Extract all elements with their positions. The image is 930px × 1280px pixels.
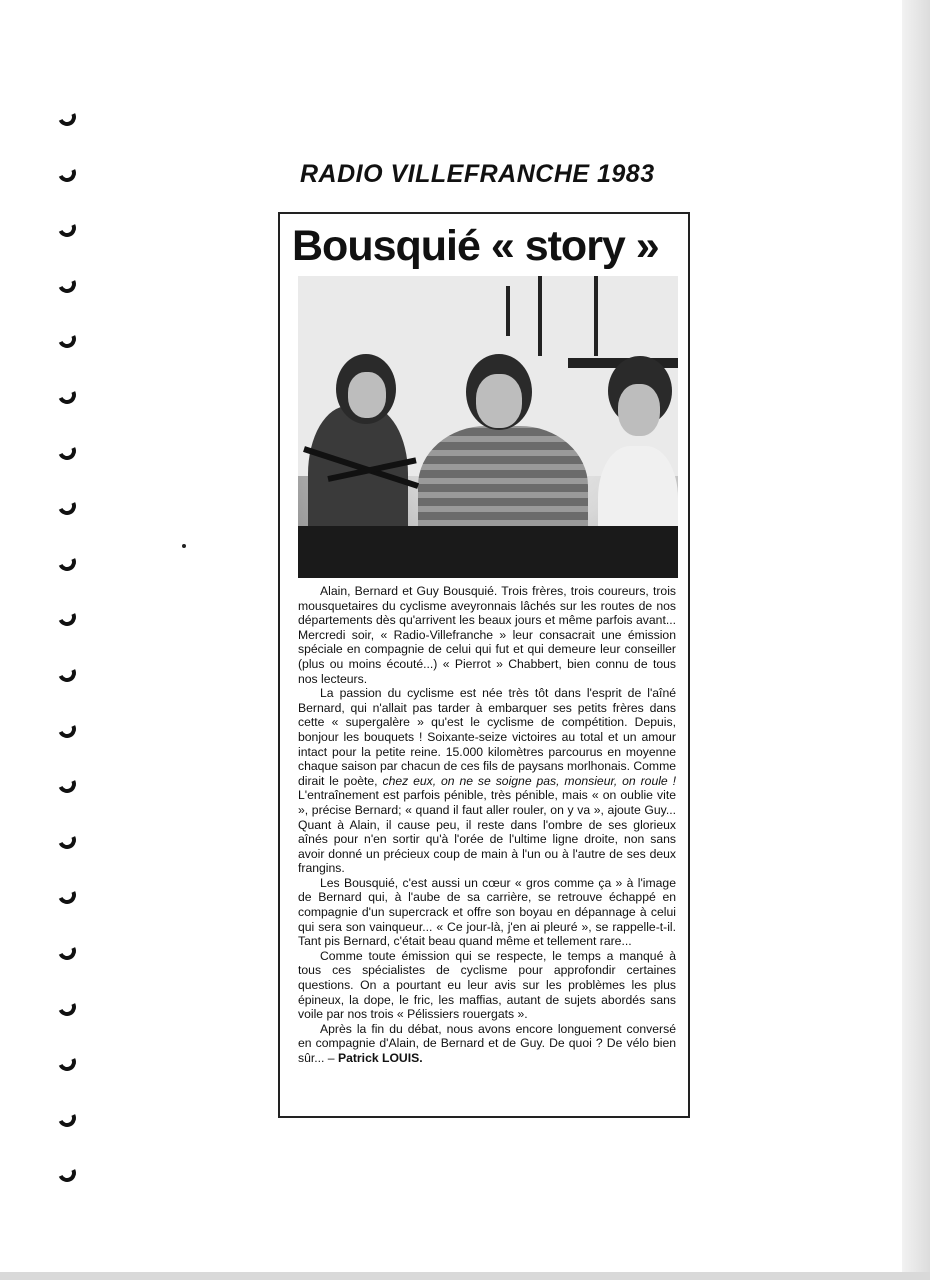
article-text: Après la fin du débat, nous avons encore longuement conversé en compagnie d'Alain, de Bernard et de Guy. De quoi ? De vélo bien sûr... – — [298, 1021, 676, 1065]
page-edge — [902, 0, 930, 1280]
article-quote: chez eux, on ne se soigne pas, monsieur, on roule ! — [382, 773, 676, 788]
photo-person-left-face — [348, 372, 386, 418]
binder-hole — [55, 439, 78, 462]
binder-hole — [55, 661, 78, 684]
page-title: RADIO VILLEFRANCHE 1983 — [300, 160, 655, 188]
article-paragraph: Les Bousquié, c'est aussi un cœur « gros comme ça » à l'image de Bernard qui, à l'aube de sa carrière, se retrouve échappé en compagnie d'un supercrack et offre son boyau en dépannage à celui qui sera son vainqueur... « Ce jour-là, j'en ai pleuré », se rappelle-t-il. Tant pis Bernard, c'était beau quand même et tellement rare... — [298, 875, 676, 949]
binder-hole — [55, 328, 78, 351]
scan-speck — [182, 544, 186, 548]
article-headline: Bousquié « story » — [292, 222, 659, 270]
binder-hole — [55, 884, 78, 907]
article-text: L'entraînement est parfois pénible, très pénible, mais « on oublie vite », précise Bernard; « quand il faut aller rouler, on y va », ajoute Guy... Quant à Alain, il cause peu, il reste dans l'ombre de ses glorieux aînés pour n'en sortir qu'à l'orée de l'ultime ligne droite, non sans avoir donné un précieux coup de main à l'un ou à l'autre de ses deux frangins. — [298, 788, 676, 876]
binder-hole — [55, 717, 78, 740]
binder-hole — [55, 1051, 78, 1074]
binder-hole — [55, 773, 78, 796]
binder-hole — [55, 995, 78, 1018]
binder-holes — [58, 108, 84, 1220]
article-photo — [298, 276, 678, 578]
binder-hole — [55, 105, 78, 128]
article-body — [298, 584, 676, 1066]
article-text: La passion du cyclisme est née très tôt dans l'esprit de l'aîné Bernard, qui n'allait pas tarder à embarquer ses petits frères dans cette « supergalère » qu'est le cyclisme de compétition. Depuis, bonjour les bouquets ! Soixante-seize victoires au total et un amour intact pour la petite reine. 15.000 kilomètres parcourus en moyenne chaque saison par chacun de ces fils de paysans morlhonais. Comme dirait le poète, — [298, 686, 677, 788]
binder-hole — [55, 161, 78, 184]
binder-hole — [55, 1162, 78, 1185]
binder-hole — [55, 550, 78, 573]
binder-hole — [55, 272, 78, 295]
page-bottom-edge — [0, 1272, 930, 1280]
article-paragraph: Alain, Bernard et Guy Bousquié. Trois frères, trois coureurs, trois mousquetaires du cyclisme aveyronnais lâchés sur les routes de nos départements dès qu'arrivent les beaux jours et même parfois avant... Mercredi soir, « Radio-Villefranche » leur consacrait une émission spéciale en compagnie de celui qui fut et qui demeure leur conseiller (plus ou moins écouté...) « Pierrot » Chabbert, bien connu de tous nos lecteurs. — [298, 584, 676, 686]
binder-hole — [55, 828, 78, 851]
binder-hole — [55, 495, 78, 518]
article-paragraph — [298, 1022, 676, 1066]
article-paragraph: Comme toute émission qui se respecte, le temps a manqué à tous ces spécialistes de cyclisme pour approfondir certaines questions. On a pourtant eu leur avis sur les problèmes les plus épineux, la dope, le fric, les maffias, autant de sujets abordés sans voile par nos trois « Pélissiers rouergats ». — [298, 948, 676, 1022]
binder-hole — [55, 939, 78, 962]
binder-hole — [55, 383, 78, 406]
photo-wall-fixture — [506, 286, 510, 336]
binder-hole — [55, 606, 78, 629]
photo-wall-fixture — [594, 276, 598, 356]
newspaper-clipping — [278, 212, 690, 1118]
binder-hole — [55, 217, 78, 240]
photo-person-center-face — [476, 374, 522, 428]
photo-radio-desk — [298, 526, 678, 578]
binder-hole — [55, 1106, 78, 1129]
photo-person-right-face — [618, 384, 660, 436]
article-paragraph — [298, 686, 676, 876]
photo-wall-fixture — [538, 276, 542, 356]
article-byline: Patrick LOUIS. — [337, 1051, 423, 1065]
